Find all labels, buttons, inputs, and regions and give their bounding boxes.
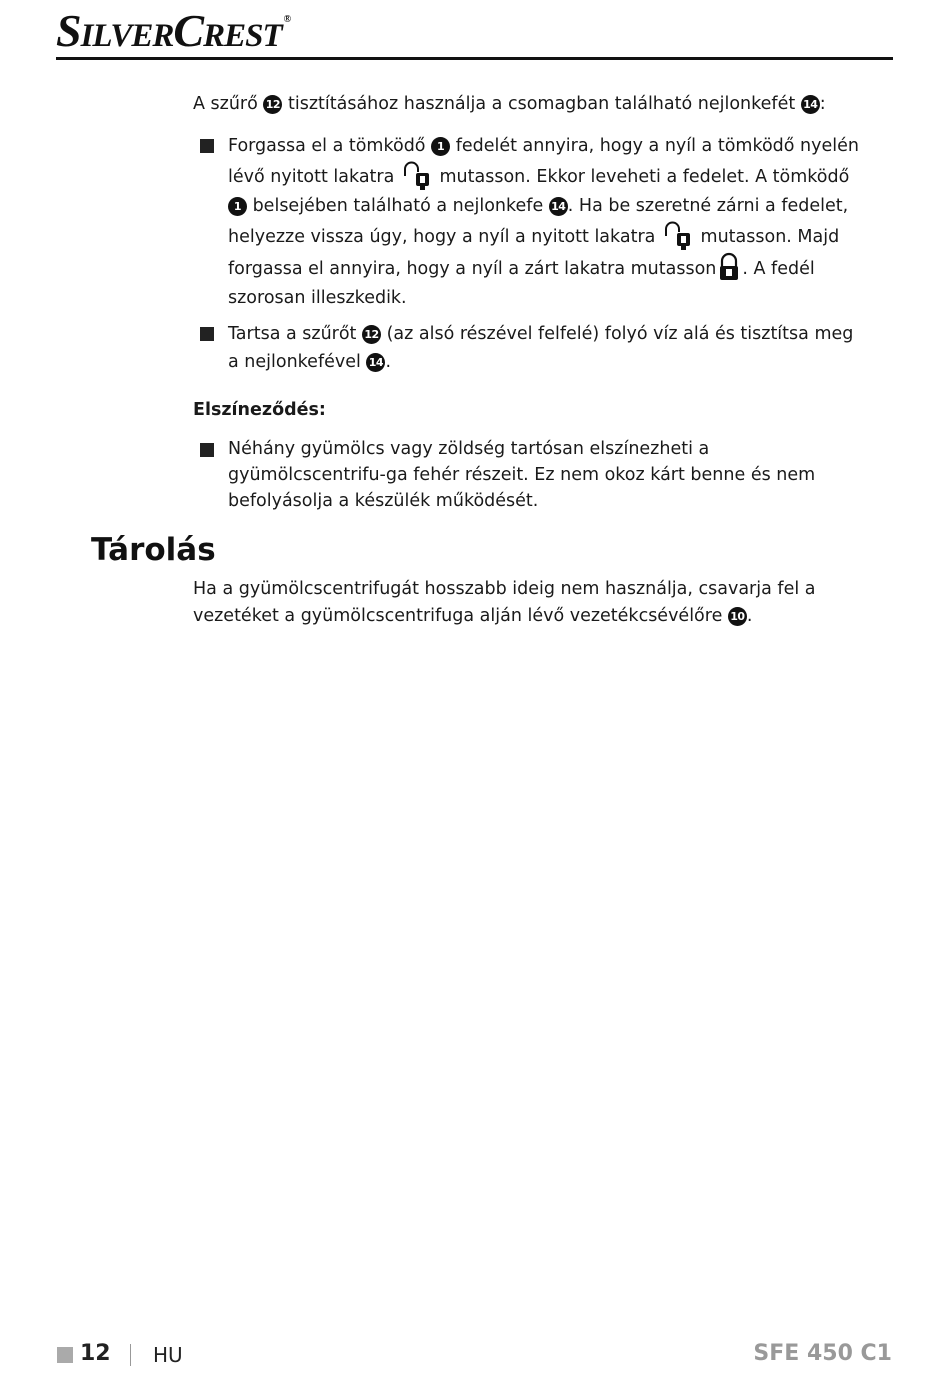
ref-number-brush: 14 [549,197,568,216]
ref-number-brush: 14 [366,353,385,372]
bullet-square-icon [200,443,214,457]
footer-divider [130,1344,131,1366]
model-number: SFE 450 C1 [753,1341,892,1366]
closed-lock-icon [718,252,740,284]
list-item: Tartsa a szűrőt 12 (az alsó részével felfelé) folyó víz alá és tisztítsa meg a nejlonkefével 14 . [193,320,863,376]
ref-number-filter: 12 [263,95,282,114]
open-lock-icon [663,220,693,252]
list-item: Forgassa el a tömködő 1 fedelét annyira, hogy a nyíl a tömködő nyelén lévő nyitott lakatra mutasson. Ekkor leveheti a fedelet. A tömködő 1 belsejében található a nejlonkefe 14 . Ha be szeretné zárni a fedelet, helyezze vissza úgy, hogy a nyíl a nyitott lakatra mutasson. Majd forgassa el annyira, hogy a nyíl a zárt lakatra mutasson . A fedél szorosan illeszkedik. [193,132,863,312]
cleaning-section [193,90,863,522]
ref-number-plunger: 1 [431,137,450,156]
page-footer [0,1340,950,1370]
cleaning-intro: A szűrő 12 tisztításához használja a csomagban található nejlonkefét 14 : [193,94,826,114]
ref-number-brush: 14 [801,95,820,114]
header-rule [56,57,893,60]
storage-paragraph: Ha a gyümölcscentrifugát hosszabb ideig nem használja, csavarja fel a vezetéket a gyümölcscentrifuga alján lévő vezetékcsévélőre 10 . [193,579,816,626]
ref-number-plunger: 1 [228,197,247,216]
ref-number-filter: 12 [362,325,381,344]
bullet-square-icon [200,139,214,153]
footer-square-icon [57,1347,73,1363]
bullet-square-icon [200,327,214,341]
ref-number-cord-wrap: 10 [728,607,747,626]
storage-section-title: Tárolás [91,532,216,568]
open-lock-icon [402,160,432,192]
discoloration-heading: Elszíneződés: [193,400,326,420]
language-code: HU [153,1343,183,1367]
page-number: 12 [80,1341,111,1366]
silvercrest-logo: SILVERCREST ® [56,5,291,56]
list-item: Néhány gyümölcs vagy zöldség tartósan elszínezheti a gyümölcscentrifu-ga fehér részeit. Ez nem okoz kárt benne és nem befolyásolja a készülék működését. [193,436,863,514]
